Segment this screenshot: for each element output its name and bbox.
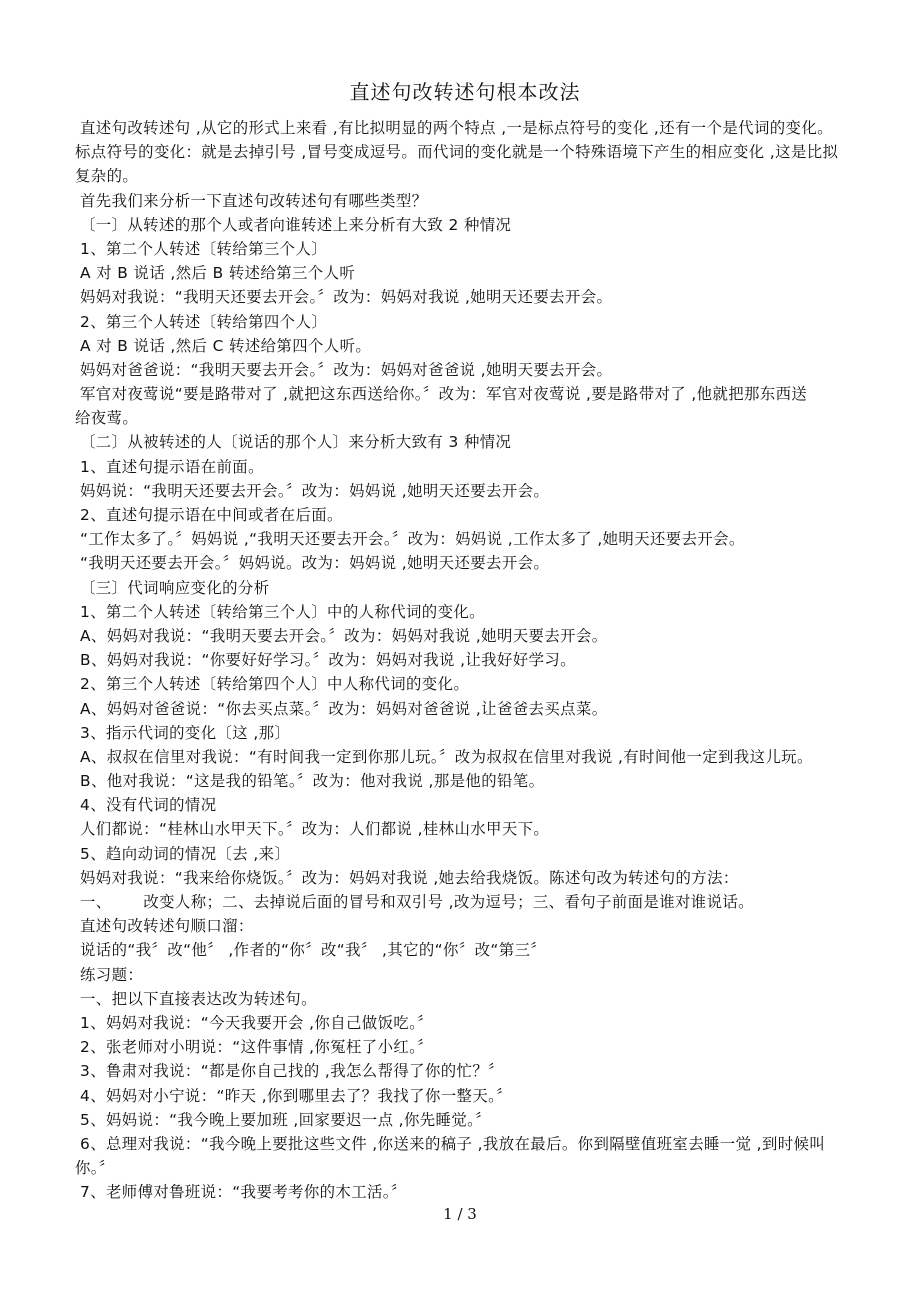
text-line: 2、第三个人转述〔转给第四个人〕 [80, 312, 328, 331]
text-line: 3、指示代词的变化〔这 ,那〕 [80, 723, 291, 742]
text-line: 2、直述句提示语在中间或者在后面。 [80, 506, 343, 524]
text-line: B、妈妈对我说：“你要好好学习。〞改为：妈妈对我说 ,让我好好学习。 [80, 651, 576, 670]
text-line: 4、妈妈对小宁说：“昨天 ,你到哪里去了？我找了你一整天。〞 [80, 1086, 513, 1105]
text-line: 直述句改转述句 ,从它的形式上来看 ,有比拟明显的两个特点 ,一是标点符号的变化 ,还有一个是代词的变化。 [80, 119, 833, 137]
text-line: 说话的“我〞改“他〞 ,作者的“你〞改“我〞 ,其它的“你〞改“第三〞 [80, 941, 547, 960]
text-line: 妈妈说：“我明天还要去开会。〞改为：妈妈说 ,她明天还要去开会。 [80, 481, 550, 500]
text-line: 〔二〕从被转述的人〔说话的那个人〕来分析大致有 3 种情况 [80, 433, 512, 452]
text-line: 军官对夜莺说“要是路带对了 ,就把这东西送给你。〞改为：军官对夜莺说 ,要是路带对了 ,他就把那东西送 [80, 385, 808, 404]
document-body [75, 116, 875, 1204]
text-line: 直述句改转述句顺口溜： [80, 917, 254, 936]
text-line: 给夜莺。 [75, 409, 139, 428]
text-line: 3、鲁肃对我说：“都是你自己找的 ,我怎么帮得了你的忙？〞 [80, 1062, 504, 1081]
text-line: 一、 改变人称；二、去掉说后面的冒号和双引号 ,改为逗号；三、看句子前面是谁对谁说话。 [80, 893, 754, 911]
text-line: “工作太多了。〞妈妈说 ,“我明天还要去开会。〞改为：妈妈说 ,工作太多了 ,她明天还要去开会。 [80, 530, 745, 549]
text-line: 1、第二个人转述〔转给第三个人〕中的人称代词的变化。 [80, 602, 485, 621]
text-line: 妈妈对我说：“我来给你烧饭。〞改为：妈妈对我说 ,她去给我烧饭。陈述句改为转述句的方法： [80, 868, 739, 887]
text-line: 1、第二个人转述〔转给第三个人〕 [80, 239, 328, 258]
text-line: A、妈妈对爸爸说：“你去买点菜。〞改为：妈妈对爸爸说 ,让爸爸去买点菜。 [80, 699, 608, 718]
text-line: 一、把以下直接表达改为转述句。 [80, 989, 317, 1008]
text-line: 4、没有代词的情况 [80, 796, 217, 815]
text-line: 5、趋向动词的情况〔去 ,来〕 [80, 844, 291, 863]
text-line: 妈妈对爸爸说：“我明天要去开会。〞改为：妈妈对爸爸说 ,她明天要去开会。 [80, 360, 613, 379]
text-line: 人们都说：“桂林山水甲天下。〞改为：人们都说 ,桂林山水甲天下。 [80, 820, 550, 839]
text-line: 7、老师傅对鲁班说：“我要考考你的木工活。〞 [80, 1183, 407, 1202]
page-number: 1 / 3 [443, 1205, 477, 1223]
text-line: 〔三〕代词响应变化的分析 [80, 578, 270, 597]
text-line: A、妈妈对我说：“我明天要去开会。〞改为：妈妈对我说 ,她明天要去开会。 [80, 626, 608, 645]
text-line: 练习题： [80, 965, 144, 984]
text-line: 首先我们来分析一下直述句改转述句有哪些类型？ [80, 191, 428, 210]
text-line: 你。〞 [75, 1159, 115, 1178]
text-line: 1、直述句提示语在前面。 [80, 457, 264, 476]
text-line: A 对 B 说话 ,然后 C 转述给第四个人听。 [80, 336, 372, 355]
text-line: 2、第三个人转述〔转给第四个人〕中人称代词的变化。 [80, 675, 470, 694]
text-line: 5、妈妈说：“我今晚上要加班 ,回家要迟一点 ,你先睡觉。〞 [80, 1110, 492, 1129]
text-line: 6、总理对我说：“我今晚上要批这些文件 ,你送来的稿子 ,我放在最后。你到隔壁值班室去睡一觉 ,到时候叫 [80, 1134, 826, 1153]
text-line: 标点符号的变化：就是去掉引号 ,冒号变成逗号。而代词的变化就是一个特殊语境下产生的相应变化 ,这是比拟 [75, 143, 839, 162]
text-line: 1、妈妈对我说：“今天我要开会 ,你自己做饭吃。〞 [80, 1013, 434, 1032]
text-line: A、叔叔在信里对我说：“有时间我一定到你那儿玩。〞改为叔叔在信里对我说 ,有时间他一定到我这儿玩。 [80, 747, 813, 766]
text-line: 2、张老师对小明说：“这件事情 ,你冤枉了小红。〞 [80, 1038, 434, 1057]
text-line: “我明天还要去开会。〞妈妈说。改为：妈妈说 ,她明天还要去开会。 [80, 554, 550, 573]
text-line: 〔一〕从转述的那个人或者向谁转述上来分析有大致 2 种情况 [80, 215, 512, 234]
text-line: 妈妈对我说：“我明天还要去开会。〞改为：妈妈对我说 ,她明天还要去开会。 [80, 288, 613, 307]
text-line: 复杂的。 [75, 167, 139, 186]
document-title: 直述句改转述句根本改法 [349, 80, 581, 104]
text-line: B、他对我说：“这是我的铅笔。〞改为：他对我说 ,那是他的铅笔。 [80, 772, 545, 791]
text-line: A 对 B 说话 ,然后 B 转述给第三个人听 [80, 264, 356, 283]
